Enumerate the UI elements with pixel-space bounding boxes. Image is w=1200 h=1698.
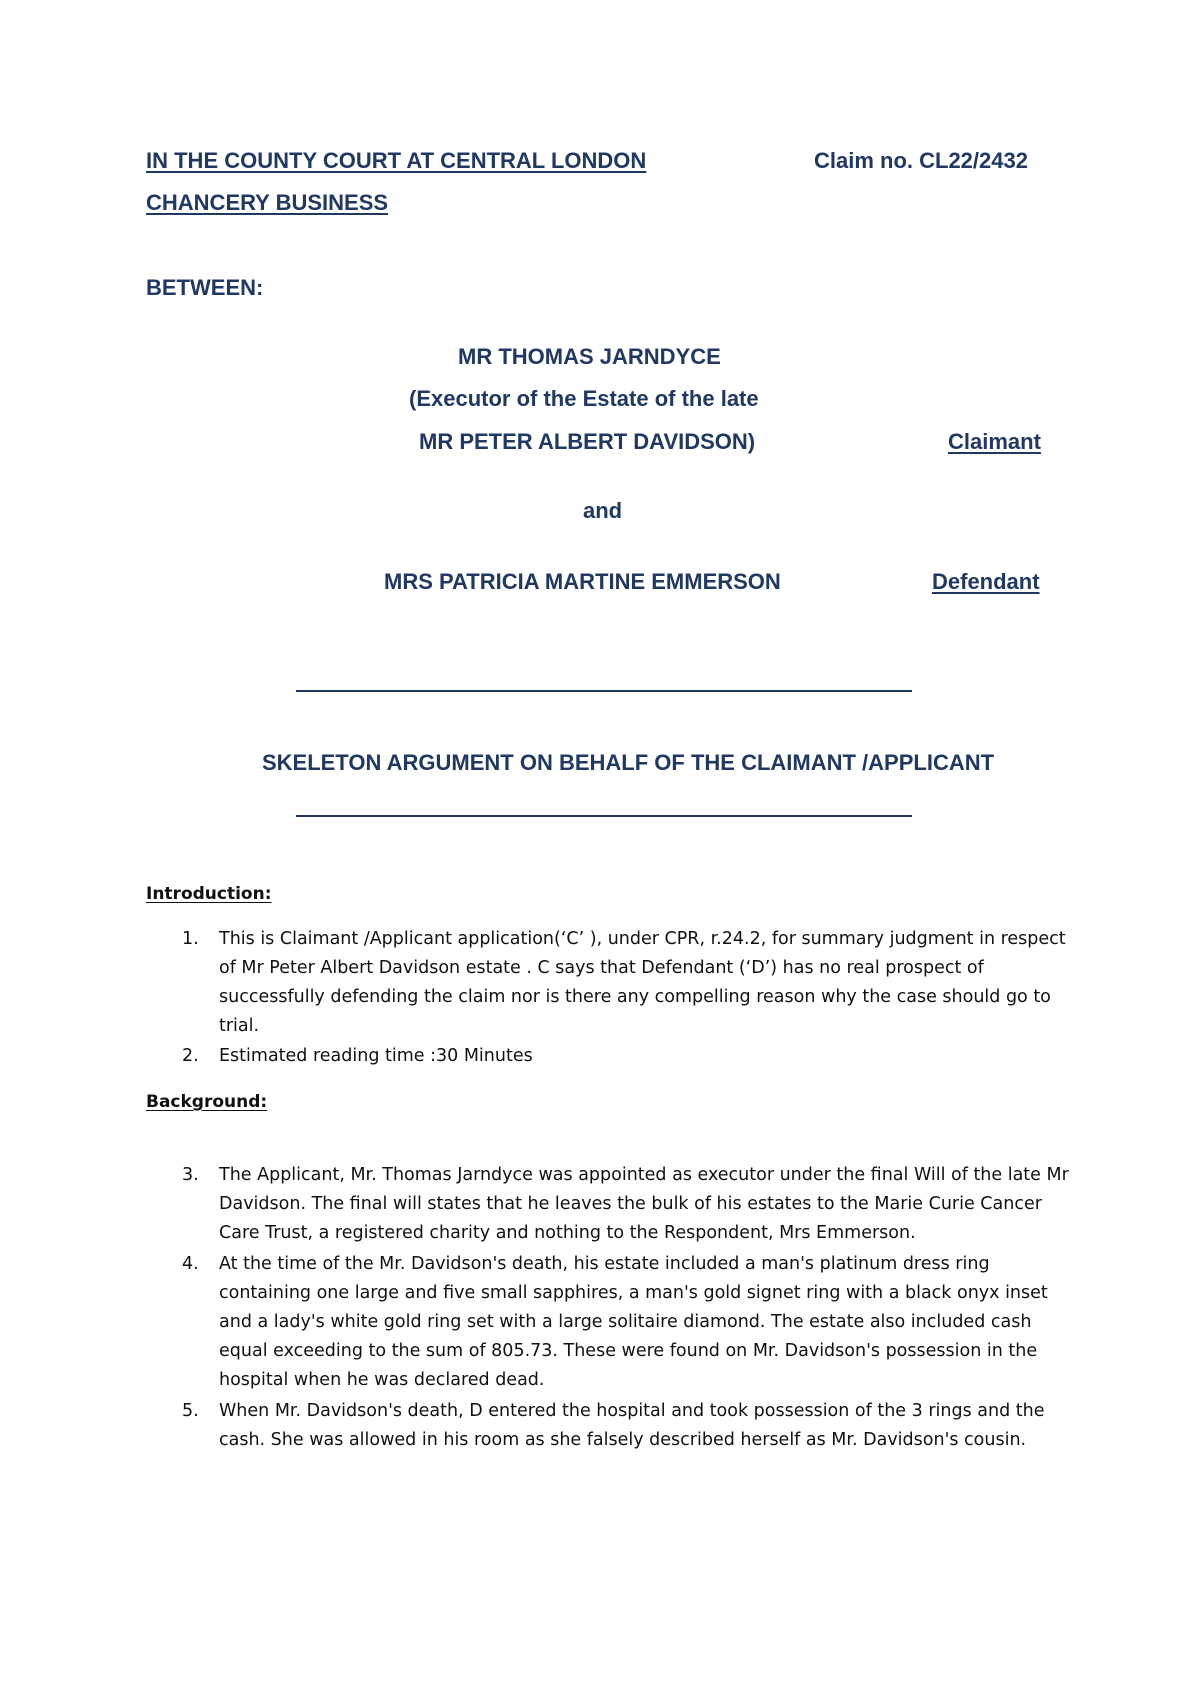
title-rule-top xyxy=(296,690,912,692)
paragraph-2 xyxy=(146,1042,1066,1072)
paragraph-text: Estimated reading time :30 Minutes xyxy=(219,1046,533,1066)
claimant-role: Claimant xyxy=(948,429,1041,454)
paragraph-text: When Mr. Davidson's death, D entered the hospital and took possession of the 3 rings and the cash. She was allowed in his room as she falsely described herself as Mr. Davidson's cousin. xyxy=(219,1401,1045,1450)
defendant-role: Defendant xyxy=(932,569,1040,594)
paragraph-5 xyxy=(146,1397,1066,1487)
paragraph-4 xyxy=(146,1250,1066,1400)
paragraph-number: 5. xyxy=(182,1401,199,1421)
paragraph-number: 3. xyxy=(182,1165,199,1185)
claimant-capacity-line-1: (Executor of the Estate of the late xyxy=(409,386,759,411)
claim-number: Claim no. CL22/2432 xyxy=(814,148,1028,173)
title-rule-bottom xyxy=(296,815,912,817)
paragraph-text: At the time of the Mr. Davidson's death, his estate included a man's platinum dress ring containing one large and five small sapphires, a man's gold signet ring with a black onyx inset and a lady's white gold ring set with a large solitaire diamond. The estate also included cash equal exceeding to the sum of 805.73. These were found on Mr. Davidson's possession in the hospital when he was declared dead. xyxy=(219,1254,1048,1390)
paragraph-number: 4. xyxy=(182,1254,199,1274)
claimant-name: MR THOMAS JARNDYCE xyxy=(458,344,721,369)
background-heading: Background: xyxy=(146,1092,268,1112)
paragraph-number: 1. xyxy=(182,929,199,949)
paragraph-number: 2. xyxy=(182,1046,199,1066)
paragraph-3 xyxy=(146,1161,1069,1251)
and-separator: and xyxy=(583,498,623,523)
paragraph-text: The Applicant, Mr. Thomas Jarndyce was appointed as executor under the final Will of the late Mr Davidson. The final will states that he leaves the bulk of his estates to the Marie Curie Cancer Care Trust, a registered charity and nothing to the Respondent, Mrs Emmerson. xyxy=(219,1165,1069,1243)
paragraph-text: This is Claimant /Applicant application(‘C’ ), under CPR, r.24.2, for summary judgment in respect of Mr Peter Albert Davidson estate . C says that Defendant (‘D’) has no real prospect of successfully defending the claim nor is there any compelling reason why the case should go to trial. xyxy=(219,929,1066,1036)
claimant-capacity-line-2: MR PETER ALBERT DAVIDSON) xyxy=(419,429,756,454)
between-label: BETWEEN: xyxy=(146,275,264,300)
defendant-name: MRS PATRICIA MARTINE EMMERSON xyxy=(384,569,781,594)
paragraph-1 xyxy=(146,925,1066,1045)
introduction-heading: Introduction: xyxy=(146,884,272,904)
court-name: IN THE COUNTY COURT AT CENTRAL LONDON xyxy=(146,148,647,173)
division-name: CHANCERY BUSINESS xyxy=(146,190,389,215)
document-title: SKELETON ARGUMENT ON BEHALF OF THE CLAIMANT /APPLICANT xyxy=(261,750,995,775)
